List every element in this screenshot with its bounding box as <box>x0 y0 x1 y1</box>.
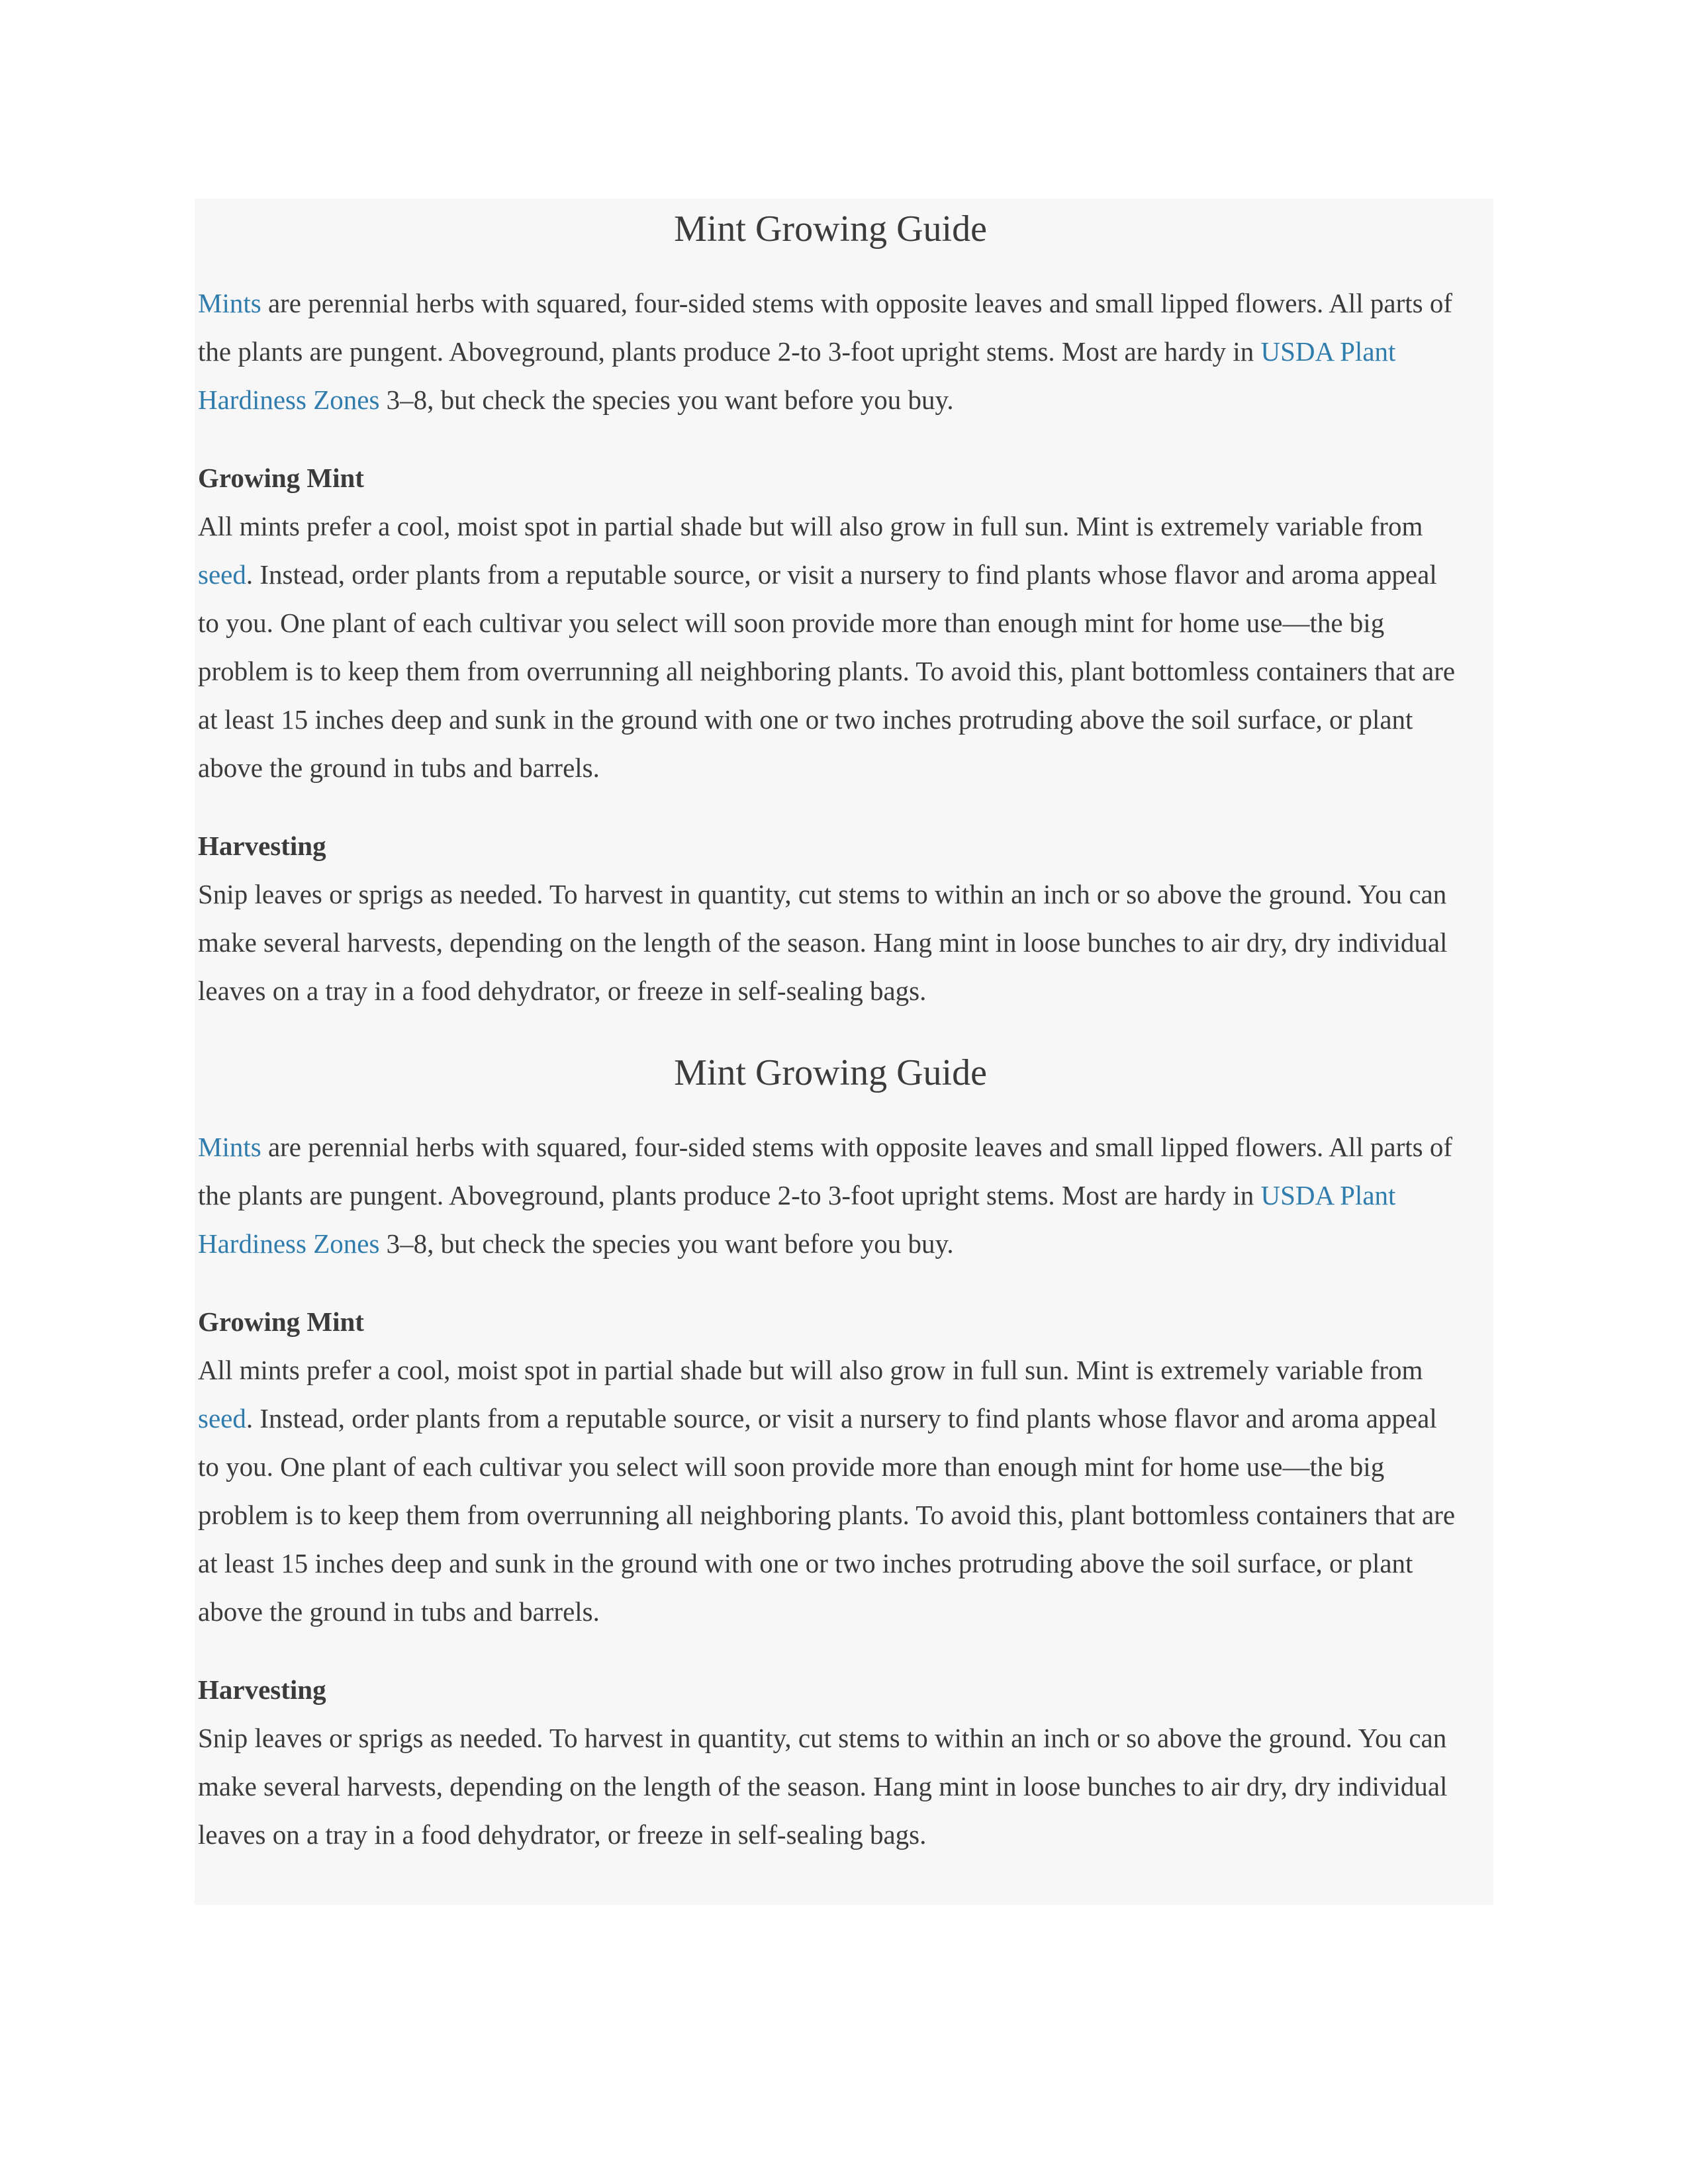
link-seed[interactable]: seed <box>198 1403 246 1433</box>
document-content <box>195 199 1493 1905</box>
link-mints[interactable]: Mints <box>198 1132 261 1162</box>
section-heading-growing-mint: Growing Mint <box>198 1306 364 1337</box>
section-heading-growing-mint: Growing Mint <box>198 463 364 493</box>
document-title: Mint Growing Guide <box>674 208 987 250</box>
paragraph: All mints prefer a cool, moist spot in partial shade but will also grow in full sun. Mint is extremely variable from seed. Instead, order plants from a reputable source, or visit a nursery to find plants whose flavor and aroma appeal to you. One plant of each cultivar you select will soon provide more than enough mint for home use—the big problem is to keep them from overrunning all neighboring plants. To avoid this, plant bottomless containers that are at least 15 inches deep and sunk in the ground with one or two inches protruding above the soil surface, or plant above the ground in tubs and barrels. <box>198 511 1456 783</box>
link-mints[interactable]: Mints <box>198 288 261 318</box>
section-heading-harvesting: Harvesting <box>198 1674 326 1705</box>
document-title: Mint Growing Guide <box>674 1052 987 1093</box>
section-heading-harvesting: Harvesting <box>198 831 326 861</box>
link-usda-plant-hardiness-zones[interactable]: USDA Plant Hardiness Zones <box>198 336 1396 415</box>
paragraph: Mints are perennial herbs with squared, four-sided stems with opposite leaves and small lipped flowers. All parts of the plants are pungent. Aboveground, plants produce 2-to 3-foot upright stems. Most are hardy in USDA Plant Hardiness Zones 3–8, but check the species you want before you buy. <box>198 1132 1453 1259</box>
paragraph: Snip leaves or sprigs as needed. To harvest in quantity, cut stems to within an inch or so above the ground. You can make several harvests, depending on the length of the season. Hang mint in loose bunches to air dry, dry individual leaves on a tray in a food dehydrator, or freeze in self-sealing bags. <box>198 1723 1448 1850</box>
paragraph: All mints prefer a cool, moist spot in partial shade but will also grow in full sun. Mint is extremely variable from seed. Instead, order plants from a reputable source, or visit a nursery to find plants whose flavor and aroma appeal to you. One plant of each cultivar you select will soon provide more than enough mint for home use—the big problem is to keep them from overrunning all neighboring plants. To avoid this, plant bottomless containers that are at least 15 inches deep and sunk in the ground with one or two inches protruding above the soil surface, or plant above the ground in tubs and barrels. <box>198 1355 1456 1627</box>
link-seed[interactable]: seed <box>198 559 246 590</box>
paragraph: Mints are perennial herbs with squared, four-sided stems with opposite leaves and small lipped flowers. All parts of the plants are pungent. Aboveground, plants produce 2-to 3-foot upright stems. Most are hardy in USDA Plant Hardiness Zones 3–8, but check the species you want before you buy. <box>198 288 1453 415</box>
paragraph: Snip leaves or sprigs as needed. To harvest in quantity, cut stems to within an inch or so above the ground. You can make several harvests, depending on the length of the season. Hang mint in loose bunches to air dry, dry individual leaves on a tray in a food dehydrator, or freeze in self-sealing bags. <box>198 879 1448 1006</box>
link-usda-plant-hardiness-zones[interactable]: USDA Plant Hardiness Zones <box>198 1180 1396 1259</box>
